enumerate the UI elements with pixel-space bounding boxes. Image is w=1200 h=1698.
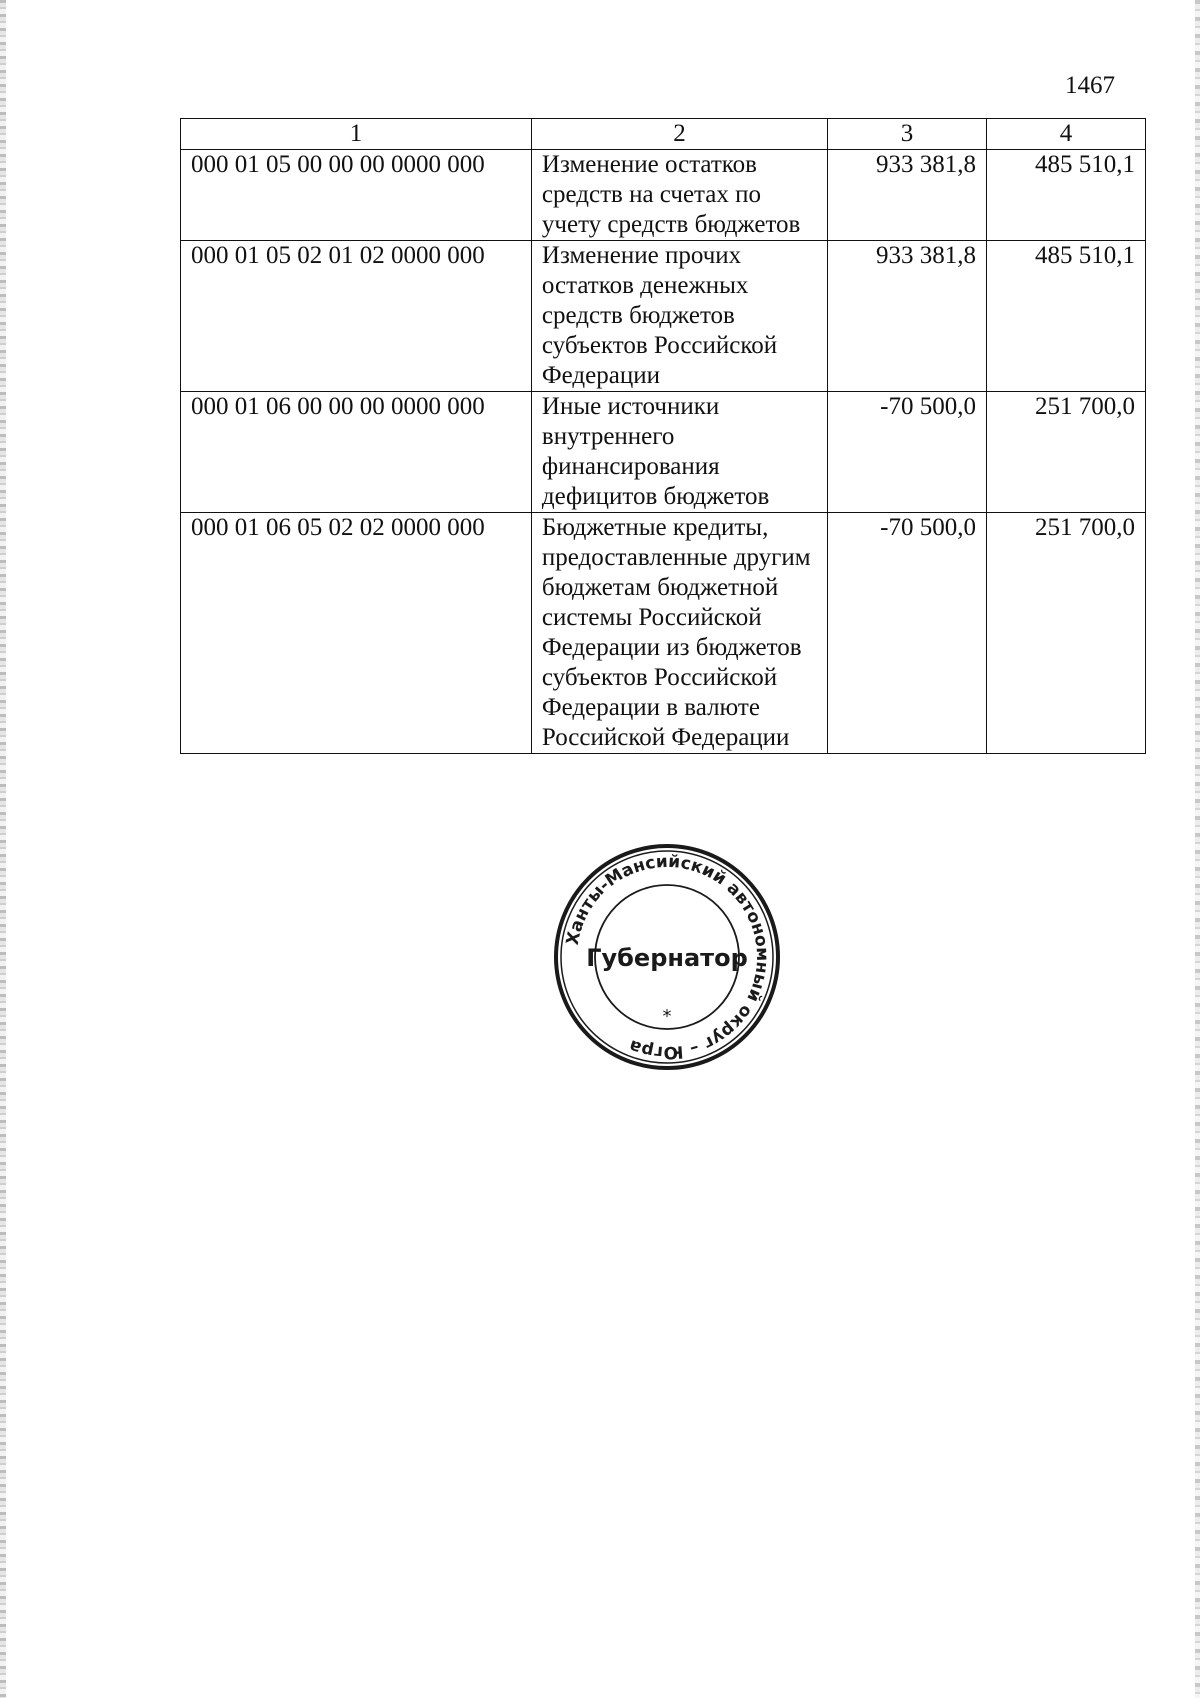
table-row (181, 392, 1146, 513)
governor-seal (552, 842, 782, 1072)
source-name: Изменение прочих остатков денежных средств бюджетов субъектов Российской Федерации (531, 241, 827, 392)
table-row (181, 150, 1146, 241)
classification-code: 000 01 06 00 00 00 0000 000 (181, 392, 532, 513)
classification-code: 000 01 06 05 02 02 0000 000 (181, 513, 532, 754)
header-col-1: 1 (181, 119, 532, 150)
star-icon: * (662, 1006, 672, 1027)
page-number: 1467 (1065, 72, 1115, 99)
header-col-3: 3 (827, 119, 986, 150)
amount-col-3: -70 500,0 (827, 513, 986, 754)
header-col-4: 4 (986, 119, 1145, 150)
budget-sources-table (180, 118, 1146, 754)
amount-col-4: 485 510,1 (986, 241, 1145, 392)
source-name: Бюджетные кредиты, предоставленные другим бюджетам бюджетной системы Российской Федерации из бюджетов субъектов Российской Федерации в валюте Российской Федерации (531, 513, 827, 754)
table-header-row (181, 119, 1146, 150)
amount-col-4: 485 510,1 (986, 150, 1145, 241)
amount-col-3: -70 500,0 (827, 392, 986, 513)
source-name: Иные источники внутреннего финансирования дефицитов бюджетов (531, 392, 827, 513)
seal-ring-text: Ханты-Мансийский автономный округ – Югра (562, 851, 773, 1063)
seal-center-text: Губернатор (586, 944, 748, 972)
amount-col-4: 251 700,0 (986, 513, 1145, 754)
amount-col-3: 933 381,8 (827, 150, 986, 241)
scan-edge-left (0, 0, 6, 1698)
classification-code: 000 01 05 00 00 00 0000 000 (181, 150, 532, 241)
scan-edge-right (1195, 0, 1200, 1698)
source-name: Изменение остатков средств на счетах по учету средств бюджетов (531, 150, 827, 241)
table-row (181, 513, 1146, 754)
header-col-2: 2 (531, 119, 827, 150)
amount-col-4: 251 700,0 (986, 392, 1145, 513)
classification-code: 000 01 05 02 01 02 0000 000 (181, 241, 532, 392)
table-row (181, 241, 1146, 392)
amount-col-3: 933 381,8 (827, 241, 986, 392)
